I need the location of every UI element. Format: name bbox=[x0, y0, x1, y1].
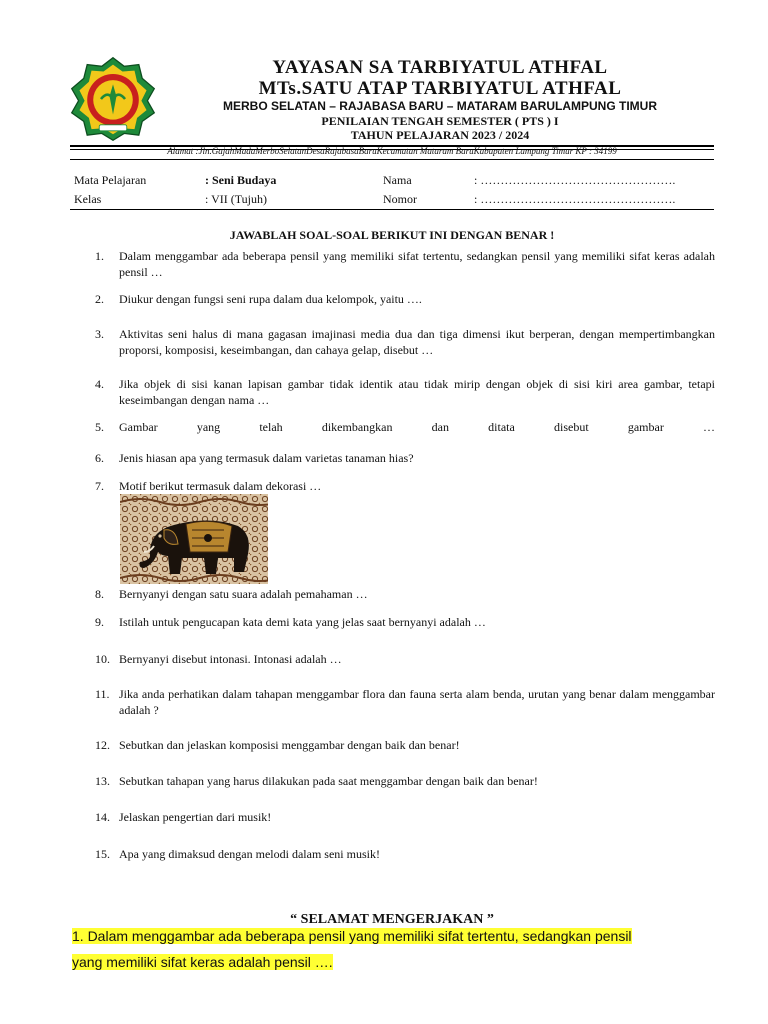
question-13 bbox=[95, 773, 715, 789]
question-number: 15. bbox=[95, 847, 110, 861]
number-label: Nomor bbox=[383, 192, 417, 206]
question-text: Diukur dengan fungsi seni rupa dalam dua kelompok, yaitu …. bbox=[119, 292, 422, 306]
question-8 bbox=[95, 586, 715, 602]
question-number: 6. bbox=[95, 451, 104, 465]
class-value: : VII (Tujuh) bbox=[205, 192, 268, 206]
question-number: 9. bbox=[95, 615, 104, 629]
question-14 bbox=[95, 809, 715, 825]
question-11 bbox=[95, 686, 715, 718]
question-text: Bernyanyi disebut intonasi. Intonasi adalah … bbox=[119, 652, 342, 666]
question-number: 4. bbox=[95, 377, 104, 391]
question-1 bbox=[95, 248, 715, 280]
number-field: : …………………………………………. bbox=[474, 192, 676, 206]
highlight-line-2: yang memiliki sifat keras adalah pensil …. bbox=[72, 954, 333, 970]
question-text: Sebutkan dan jelaskan komposisi menggambar dengan baik dan benar! bbox=[119, 738, 460, 752]
question-text: Gambar yang telah dikembangkan dan ditata disebut gambar … bbox=[119, 420, 715, 434]
question-5 bbox=[95, 419, 715, 435]
instruction: JAWABLAH SOAL-SOAL BERIKUT INI DENGAN BENAR ! bbox=[229, 228, 555, 242]
question-number: 8. bbox=[95, 587, 104, 601]
question-15 bbox=[95, 846, 715, 862]
question-number: 11. bbox=[95, 687, 110, 701]
question-number: 3. bbox=[95, 327, 104, 341]
class-label: Kelas bbox=[74, 192, 102, 206]
question-text: Bernyanyi dengan satu suara adalah pemahaman … bbox=[119, 587, 368, 601]
subject-value: : Seni Budaya bbox=[205, 173, 277, 187]
question-7 bbox=[95, 478, 715, 494]
name-label: Nama bbox=[383, 173, 412, 187]
question-number: 2. bbox=[95, 292, 104, 306]
question-12 bbox=[95, 737, 715, 753]
closing-message: “ SELAMAT MENGERJAKAN ” bbox=[290, 912, 494, 927]
question-number: 12. bbox=[95, 738, 110, 752]
highlighted-question-excerpt bbox=[72, 925, 722, 973]
question-text: Apa yang dimaksud dengan melodi dalam seni musik! bbox=[119, 847, 380, 861]
question-text: Dalam menggambar ada beberapa pensil yang memiliki sifat tertentu, sedangkan pensil yang memiliki sifat keras adalah pensil … bbox=[119, 249, 715, 279]
name-field: : …………………………………………. bbox=[474, 173, 676, 187]
question-text: Sebutkan tahapan yang harus dilakukan pada saat menggambar dengan baik dan benar! bbox=[119, 774, 538, 788]
info-divider-top bbox=[70, 159, 714, 160]
question-text: Jika anda perhatikan dalam tahapan menggambar flora dan fauna serta alam benda, urutan yang benar dalam menggambar adalah ? bbox=[119, 687, 715, 717]
exam-title: PENILAIAN TENGAH SEMESTER ( PTS ) I bbox=[321, 114, 559, 128]
question-text: Jelaskan pengertian dari musik! bbox=[119, 810, 272, 824]
subject-label: Mata Pelajaran bbox=[74, 173, 147, 187]
school-location: MERBO SELATAN – RAJABASA BARU – MATARAM BARULAMPUNG TIMUR bbox=[223, 99, 657, 113]
question-number: 13. bbox=[95, 774, 110, 788]
question-6 bbox=[95, 450, 715, 466]
question-text: Motif berikut termasuk dalam dekorasi … bbox=[119, 479, 322, 493]
school-name: MTs.SATU ATAP TARBIYATUL ATHFAL bbox=[258, 78, 622, 99]
batik-elephant-motif-image bbox=[120, 494, 268, 584]
question-number: 5. bbox=[95, 420, 104, 434]
question-9 bbox=[95, 614, 715, 630]
question-text: Aktivitas seni halus di mana gagasan imajinasi media dua dan tiga dimensi ikut berperan, dengan mempertimbangkan proporsi, komposisi, keseimbangan, dan cahaya gelap, disebut … bbox=[119, 327, 715, 357]
academic-year: TAHUN PELAJARAN 2023 / 2024 bbox=[350, 128, 530, 142]
question-text: Jenis hiasan apa yang termasuk dalam varietas tanaman hias? bbox=[119, 451, 414, 465]
question-4 bbox=[95, 376, 715, 408]
question-number: 1. bbox=[95, 249, 104, 263]
question-text: Jika objek di sisi kanan lapisan gambar tidak identik atau tidak mirip dengan objek di sisi kiri area gambar, tetapi keseimbangan dengan nama … bbox=[119, 377, 715, 407]
question-text: Istilah untuk pengucapan kata demi kata yang jelas saat bernyanyi adalah … bbox=[119, 615, 486, 629]
question-number: 10. bbox=[95, 652, 110, 666]
question-2 bbox=[95, 291, 715, 307]
question-10 bbox=[95, 651, 715, 667]
school-address: Alamat :Jln.GajahMadaMerboSelatanDesaRajabasaBaruKecamatan Mataram BaruKabupaten Lampung Timur KP : 34199 bbox=[167, 146, 617, 156]
info-divider-bottom bbox=[70, 209, 714, 210]
question-number: 14. bbox=[95, 810, 110, 824]
highlight-line-1: 1. Dalam menggambar ada beberapa pensil yang memiliki sifat tertentu, sedangkan pensil bbox=[72, 928, 632, 944]
foundation-name: YAYASAN SA TARBIYATUL ATHFAL bbox=[272, 57, 608, 78]
question-number: 7. bbox=[95, 479, 104, 493]
school-logo bbox=[70, 56, 156, 142]
question-3 bbox=[95, 326, 715, 358]
